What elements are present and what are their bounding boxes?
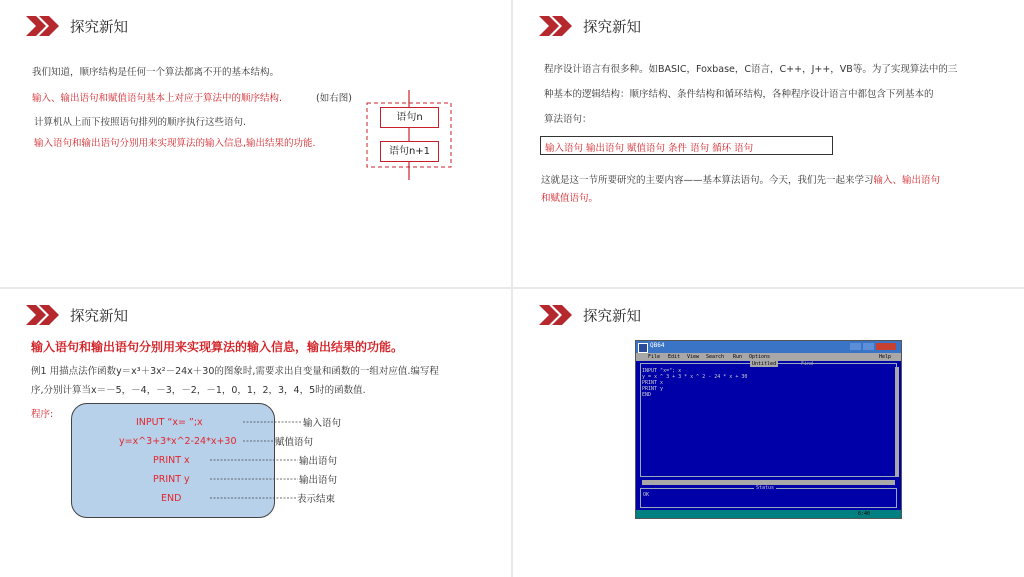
languages-text-line1: 程序设计语言有很多种。如BASIC，Foxbase，C语言，C++，J++，VB等。为了实现算法中的三 <box>544 64 958 75</box>
code-line-print-y: PRINT y <box>153 474 190 485</box>
vertical-scrollbar[interactable] <box>895 367 899 477</box>
qb64-status-text: OK <box>643 492 650 498</box>
languages-text-line3: 算法语句： <box>544 114 592 125</box>
qb64-code-line: PRINT x <box>642 380 664 386</box>
qb64-status-area <box>640 485 897 508</box>
section-title: 探究新知 <box>70 19 128 36</box>
example-text-line2: 序,分别计算当x＝－5，－4，－3，－2，－1，0，1，2，3，4，5时的函数值. <box>31 385 366 396</box>
slide-panel-1 <box>0 0 511 287</box>
double-chevron-icon <box>539 16 573 36</box>
io-heading: 输入语句和输出语句分别用来实现算法的输入信息，输出结果的功能。 <box>31 340 404 354</box>
annotation-leaders <box>0 289 511 577</box>
statement-types-text: 输入语句 输出语句 赋值语句 条件 语句 循环 语句 <box>545 143 754 154</box>
summary-text-red-line2: 和赋值语句。 <box>541 193 599 204</box>
qb64-bottom-bar <box>636 510 901 518</box>
menu-view[interactable]: View <box>687 354 700 360</box>
close-button[interactable] <box>876 343 896 350</box>
sequence-structure-text: 输入、输出语句和赋值语句基本上对应于算法中的顺序结构. <box>32 93 283 104</box>
qb64-status-label: Status <box>756 485 775 491</box>
annotation-output-statement-2: 输出语句 <box>299 475 338 486</box>
statement-types-box <box>540 136 833 155</box>
slide-panel-4 <box>513 289 1024 577</box>
annotation-assignment-statement: 赋值语句 <box>275 437 314 448</box>
qb64-menubar <box>636 353 901 361</box>
flow-box-statement-n-plus-1: 语句n+1 <box>380 141 439 162</box>
code-line-end: END <box>161 493 182 504</box>
qb64-cursor-position: 6:40 <box>858 511 871 517</box>
code-line-assign: y=x^3+3*x^2-24*x+30 <box>119 436 237 447</box>
section-title: 探究新知 <box>583 308 641 325</box>
qb64-code <box>642 368 747 398</box>
languages-text-line2: 种基本的逻辑结构：顺序结构、条件结构和循环结构，各种程序设计语言中都包含下列基本的 <box>544 89 934 100</box>
qb64-code-line: PRINT y <box>642 386 664 392</box>
menu-search[interactable]: Search <box>706 354 725 360</box>
qb64-window <box>635 340 902 519</box>
annotation-input-statement: 输入语句 <box>303 418 342 429</box>
io-purpose-text: 输入语句和输出语句分别用来实现算法的输入信息,输出结果的功能. <box>34 138 316 149</box>
section-title: 探究新知 <box>70 308 128 325</box>
minimize-button[interactable] <box>850 343 861 350</box>
double-chevron-icon <box>539 305 573 325</box>
section-title: 探究新知 <box>583 19 641 36</box>
flow-box-statement-n: 语句n <box>380 107 439 128</box>
summary-text-red: 输入、输出语句 <box>873 175 941 186</box>
annotation-output-statement-1: 输出语句 <box>299 456 338 467</box>
qb64-find-tab[interactable]: Find <box>801 361 814 367</box>
menu-run[interactable]: Run <box>733 354 743 360</box>
slide-header <box>539 304 641 326</box>
qb64-window-title: QB64 <box>650 342 665 349</box>
code-line-input: INPUT “x= ”;x <box>136 417 203 428</box>
summary-text <box>541 172 940 186</box>
qb64-code-line: y = x ^ 3 + 3 * x ^ 2 - 24 * x + 30 <box>642 374 748 380</box>
qb64-app-icon <box>638 343 648 353</box>
see-right-note: (如右图) <box>316 93 352 104</box>
menu-file[interactable]: File <box>648 354 661 360</box>
maximize-button[interactable] <box>863 343 874 350</box>
execution-order-text: 计算机从上而下按照语句排列的顺序执行这些语句. <box>34 117 247 128</box>
summary-text-black: 这就是这一节所要研究的主要内容——基本算法语句。今天，我们先一起来学习 <box>541 175 874 186</box>
slide-header <box>26 15 128 37</box>
slide-panel-2 <box>513 0 1024 287</box>
qb64-code-line: END <box>642 392 652 398</box>
menu-options[interactable]: Options <box>749 354 771 360</box>
qb64-doc-tab[interactable]: Untitled <box>752 361 777 367</box>
program-label: 程序: <box>31 409 54 420</box>
annotation-end: 表示结束 <box>297 494 336 505</box>
sequence-flowchart <box>362 88 457 183</box>
menu-edit[interactable]: Edit <box>668 354 681 360</box>
qb64-code-line: INPUT "x="; x <box>642 368 682 374</box>
example-text-line1: 例1 用描点法作函数y＝x³＋3x²－24x＋30的图象时,需要求出自变量和函数的一组对应值.编写程 <box>31 366 439 377</box>
slide-header <box>539 15 641 37</box>
slide-panel-3 <box>0 289 511 577</box>
menu-help[interactable]: Help <box>879 354 892 360</box>
intro-text: 我们知道，顺序结构是任何一个算法都离不开的基本结构。 <box>32 67 280 78</box>
code-line-print-x: PRINT x <box>153 455 190 466</box>
qb64-titlebar <box>636 341 901 353</box>
double-chevron-icon <box>26 16 60 36</box>
